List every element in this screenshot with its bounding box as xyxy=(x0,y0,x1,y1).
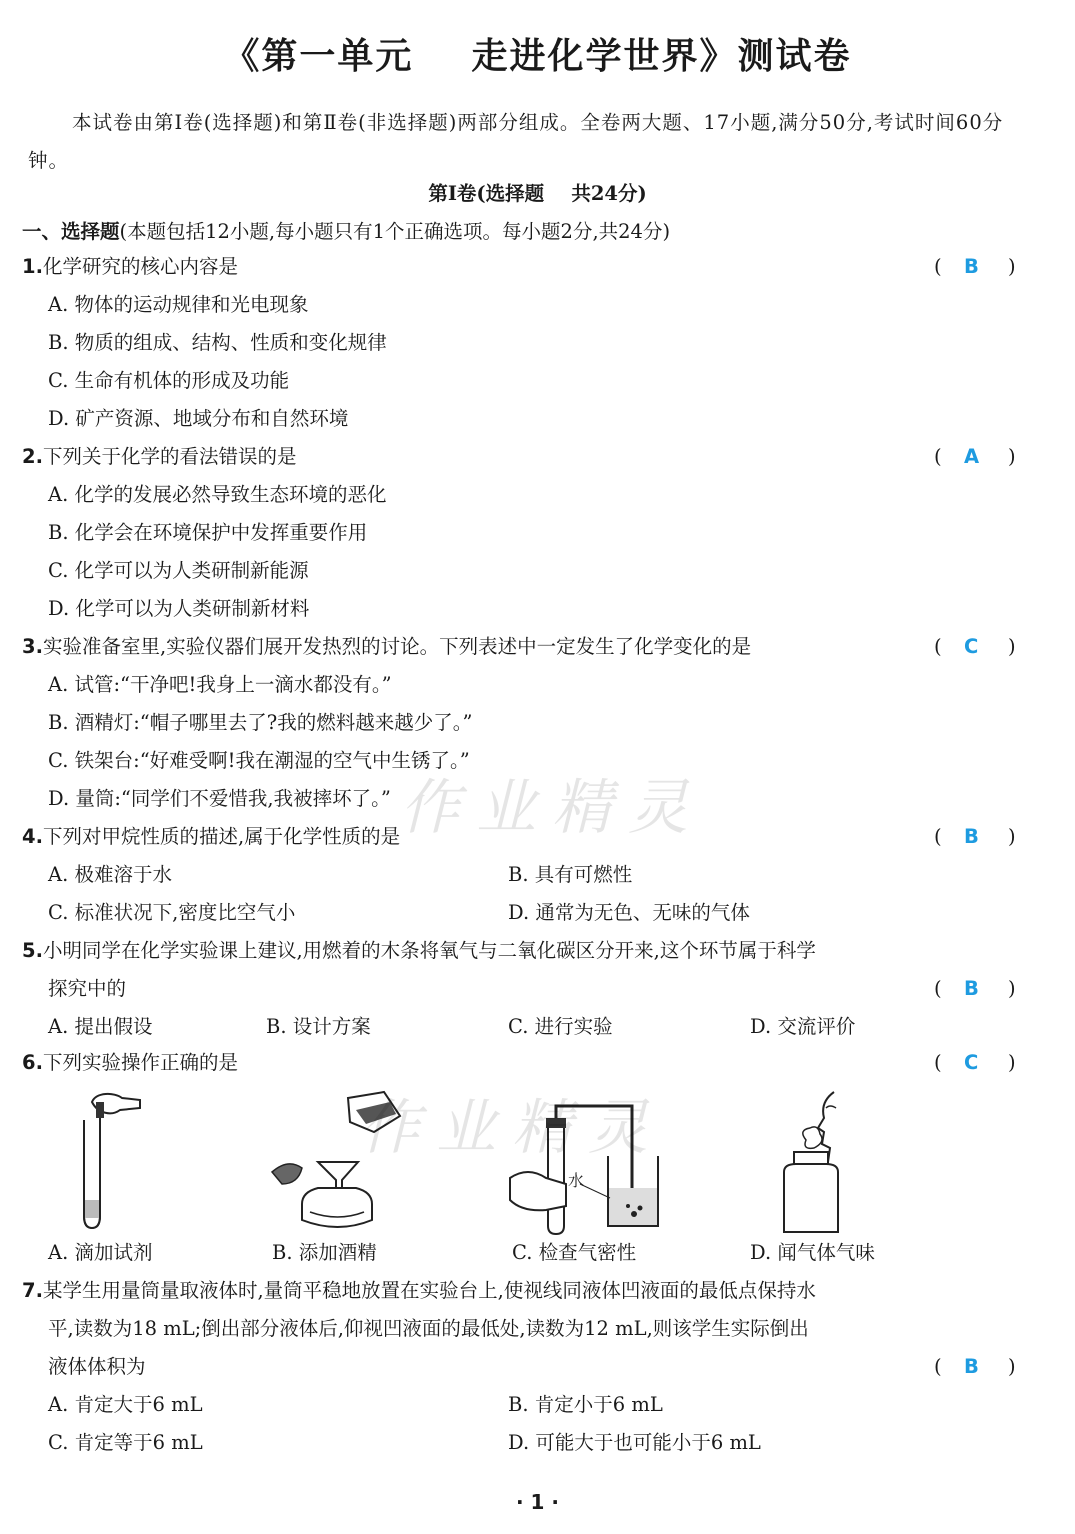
question-1-stem xyxy=(22,254,238,280)
section-title: 第Ⅰ卷(选择题 共24分) xyxy=(428,182,647,205)
question-text: 实验准备室里,实验仪器们展开发热烈的讨论。下列表述中一定发生了化学变化的是 xyxy=(42,635,752,658)
part-title: 一、选择题 xyxy=(22,220,120,243)
question-2-stem xyxy=(22,444,297,470)
exam-intro: 本试卷由第Ⅰ卷(选择题)和第Ⅱ卷(非选择题)两部分组成。全卷两大题、17小题,满分50分,考试时间60分钟。 xyxy=(28,111,1004,172)
question-text: 下列实验操作正确的是 xyxy=(42,1051,238,1074)
option: A. 试管:“干净吧!我身上一滴水都没有。” xyxy=(48,673,392,696)
option: A. 肯定大于6 mL xyxy=(48,1393,203,1416)
answer-letter: B xyxy=(964,977,979,1000)
option: D. 矿产资源、地域分布和自然环境 xyxy=(48,407,349,430)
answer-letter: A xyxy=(964,445,980,468)
question-text: 下列对甲烷性质的描述,属于化学性质的是 xyxy=(42,825,401,848)
smelling-gas-figure xyxy=(774,1088,884,1238)
airtightness-check-figure xyxy=(508,1088,668,1238)
answer-letter: B xyxy=(964,255,979,278)
page-title: 《第一单元 走进化学世界》测试卷 xyxy=(223,36,852,77)
part-note: (本题包括12小题,每小题只有1个正确选项。每小题2分,共24分) xyxy=(119,220,671,243)
question-number: 2. xyxy=(22,445,43,468)
bracket-right: ) xyxy=(1008,255,1016,278)
bracket-right: ) xyxy=(1008,825,1016,848)
question-4-stem xyxy=(22,824,400,850)
question-7-stem-cont: 平,读数为18 mL;倒出部分液体后,仰视凹液面的最低处,读数为12 mL,则该学生实际倒出 xyxy=(48,1317,809,1340)
bracket-right: ) xyxy=(1008,1051,1016,1074)
option: C. 标准状况下,密度比空气小 xyxy=(48,901,296,924)
option: D. 闻气体气味 xyxy=(750,1241,875,1264)
question-text: 化学研究的核心内容是 xyxy=(42,255,238,278)
bracket-right: ) xyxy=(1008,635,1016,658)
dropper-test-tube-figure xyxy=(62,1088,152,1238)
option: A. 提出假设 xyxy=(48,1015,153,1038)
question-6-stem xyxy=(22,1050,238,1076)
question-number: 7. xyxy=(22,1279,43,1302)
option: D. 化学可以为人类研制新材料 xyxy=(48,597,310,620)
question-text: 下列关于化学的看法错误的是 xyxy=(42,445,297,468)
option: A. 极难溶于水 xyxy=(48,863,172,886)
answer-letter: C xyxy=(964,1051,979,1074)
option: C. 检查气密性 xyxy=(512,1241,637,1264)
option: C. 进行实验 xyxy=(508,1015,613,1038)
bracket-left: ( xyxy=(934,977,942,1000)
option: B. 肯定小于6 mL xyxy=(508,1393,663,1416)
question-number: 6. xyxy=(22,1051,43,1074)
question-5-stem xyxy=(22,938,816,964)
bracket-left: ( xyxy=(934,1355,942,1378)
option: D. 交流评价 xyxy=(750,1015,856,1038)
bracket-left: ( xyxy=(934,825,942,848)
answer-letter: C xyxy=(964,635,979,658)
option: A. 化学的发展必然导致生态环境的恶化 xyxy=(48,483,387,506)
question-7-stem-cont: 液体体积为 xyxy=(48,1355,146,1378)
alcohol-lamp-funnel-figure xyxy=(262,1088,412,1238)
option: D. 可能大于也可能小于6 mL xyxy=(508,1431,761,1454)
watermark: 作业精灵 xyxy=(360,1093,664,1163)
question-number: 5. xyxy=(22,939,43,962)
question-number: 1. xyxy=(22,255,43,278)
watermark: 作业精灵 xyxy=(400,773,704,843)
bracket-right: ) xyxy=(1008,1355,1016,1378)
option: B. 化学会在环境保护中发挥重要作用 xyxy=(48,521,368,544)
bracket-left: ( xyxy=(934,635,942,658)
part-heading xyxy=(22,216,670,244)
option: A. 滴加试剂 xyxy=(48,1241,153,1264)
bracket-right: ) xyxy=(1008,977,1016,1000)
option: B. 具有可燃性 xyxy=(508,863,633,886)
option: C. 化学可以为人类研制新能源 xyxy=(48,559,309,582)
option: C. 生命有机体的形成及功能 xyxy=(48,369,290,392)
question-number: 3. xyxy=(22,635,43,658)
bracket-left: ( xyxy=(934,445,942,468)
option: A. 物体的运动规律和光电现象 xyxy=(48,293,309,316)
bracket-right: ) xyxy=(1008,445,1016,468)
bracket-left: ( xyxy=(934,255,942,278)
answer-letter: B xyxy=(964,1355,979,1378)
question-number: 4. xyxy=(22,825,43,848)
option: B. 设计方案 xyxy=(266,1015,371,1038)
answer-letter: B xyxy=(964,825,979,848)
question-7-stem xyxy=(22,1278,816,1304)
question-text: 某学生用量筒量取液体时,量筒平稳地放置在实验台上,使视线同液体凹液面的最低点保持水 xyxy=(42,1279,816,1302)
question-text: 小明同学在化学实验课上建议,用燃着的木条将氧气与二氧化碳区分开来,这个环节属于科学 xyxy=(42,939,816,962)
option: B. 物质的组成、结构、性质和变化规律 xyxy=(48,331,387,354)
option: B. 添加酒精 xyxy=(272,1241,377,1264)
option: C. 肯定等于6 mL xyxy=(48,1431,203,1454)
option: D. 量筒:“同学们不爱惜我,我被摔坏了。” xyxy=(48,787,391,810)
option: D. 通常为无色、无味的气体 xyxy=(508,901,750,924)
bracket-left: ( xyxy=(934,1051,942,1074)
question-5-stem-cont: 探究中的 xyxy=(48,977,127,1000)
page-number: · 1 · xyxy=(515,1490,560,1514)
option: C. 铁架台:“好难受啊!我在潮湿的空气中生锈了。” xyxy=(48,749,470,772)
water-label: 水 xyxy=(568,1171,585,1190)
question-3-stem xyxy=(22,634,751,660)
option: B. 酒精灯:“帽子哪里去了?我的燃料越来越少了。” xyxy=(48,711,473,734)
